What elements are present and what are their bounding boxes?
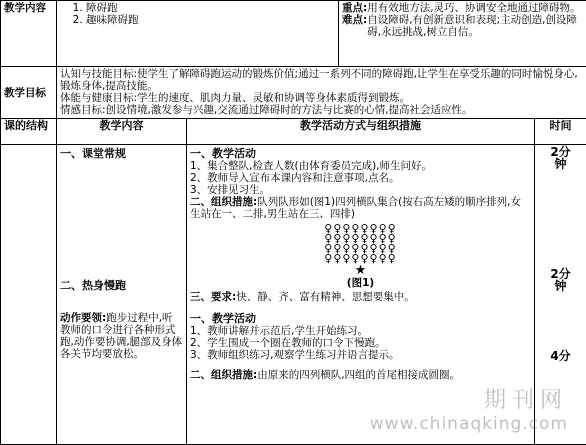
goals-label: 教学目标 — [4, 87, 46, 99]
warmup-requirements — [60, 312, 183, 360]
requirements-3 — [190, 291, 531, 303]
activity-item: 1、集合整队,检查人数(由体育委员完成),师生问好。 — [190, 160, 531, 172]
structure-cell — [1, 145, 57, 445]
formation-figure — [190, 224, 531, 289]
header-structure: 课的结构 — [1, 119, 57, 145]
organization-label: 二、组织措施: — [190, 196, 257, 208]
key-label: 重点: — [342, 2, 367, 14]
time-routine: 2分钟 — [538, 146, 583, 170]
difficulty-label: 难点: — [342, 14, 367, 38]
part-warmup: 二、热身慢跑 — [60, 280, 183, 292]
activity-item: 2、教师导入宣布本课内容和注意事项,点名。 — [190, 172, 531, 184]
organization-2-label: 二、组织措施: — [190, 369, 257, 381]
header-content: 教学内容 — [57, 119, 187, 145]
activity-title-2: 一、教学活动 — [190, 313, 531, 325]
goals-label-cell — [1, 67, 57, 119]
activity-item: 3、安排见习生。 — [190, 184, 531, 196]
figure-caption: (图1) — [190, 277, 531, 289]
key-points-cell — [339, 1, 586, 67]
content-items-list — [60, 2, 335, 26]
header-time: 时间 — [535, 119, 586, 145]
requirements-label: 动作要领: — [60, 312, 106, 324]
formation-row: ♀♀♀♀♀♀♀♀ — [190, 234, 531, 244]
goal-fitness: 体能与健康目标:学生的速度、肌肉力量、灵敏和协调等身体素质得到锻炼。 — [60, 92, 583, 104]
time-warmup: 2分钟 — [538, 268, 583, 292]
method-cell — [187, 145, 535, 445]
time-organization: 4分 — [538, 350, 583, 362]
body-row — [1, 145, 586, 445]
content-row — [1, 1, 586, 67]
requirements-3-text: 快、静、齐、富有精神、思想要集中。 — [236, 291, 415, 303]
goal-emotional: 情感目标:创设情境,激发参与兴趣,交流通过障碍时的方法与比赛的心情,提高社会适应性。 — [60, 104, 583, 116]
content-label: 教学内容 — [4, 2, 46, 14]
watermark-url: www.chinaqking.com — [370, 414, 568, 434]
activity-title-1: 一、教学活动 — [190, 148, 531, 160]
header-method: 教学活动方式与组织措施 — [187, 119, 535, 145]
activity-item: 2、学生围成一个圈在教师的口令下慢跑。 — [190, 337, 531, 349]
organization-1 — [190, 196, 531, 220]
difficulty-point — [342, 14, 583, 38]
activity-item: 1、教师讲解并示范后,学生开始练习。 — [190, 325, 531, 337]
content-items-cell — [57, 1, 339, 67]
key-point — [342, 2, 583, 14]
activity-item: 3、教师组织练习,观察学生练习并语言提示。 — [190, 349, 531, 361]
difficulty-text: 自设障碍,有创新意识和表现;主动创造,创设障碍,永远挑战,树立自信。 — [367, 14, 583, 38]
organization-2-text: 由原来的四列横队,四组的首尾相接成圆圈。 — [257, 369, 460, 381]
table-header-row — [1, 119, 586, 145]
goals-row — [1, 67, 586, 119]
watermark-text: 期刊网 — [370, 383, 568, 414]
goals-cell — [57, 67, 586, 119]
content-item: 2. 趣味障碍跑 — [86, 14, 335, 26]
part-routine: 一、课堂常规 — [60, 148, 183, 160]
content-item: 1. 障碍跑 — [86, 2, 335, 14]
goal-cognitive: 认知与技能目标:使学生了解障碍跑运动的锻炼价值;通过一系列不同的障碍跑,让学生在享受乐趣的同时愉悦身心,锻炼身体,提高技能。 — [60, 68, 583, 92]
formation-row: ♀♀♀♀♀♀♀♀ — [190, 254, 531, 264]
key-text: 用有效地方法,灵巧、协调安全地通过障碍物。 — [367, 2, 583, 14]
time-cell — [535, 145, 586, 445]
content-label-cell — [1, 1, 57, 67]
teaching-content-cell — [57, 145, 187, 445]
requirements-3-label: 三、要求: — [190, 291, 236, 303]
organization-2 — [190, 369, 531, 381]
formation-row: ♀♀♀♀♀♀♀♀ — [190, 224, 531, 234]
formation-row: ♀♀♀♀♀♀♀♀ — [190, 244, 531, 254]
requirements-text: 跑步过程中,听教师的口令进行各种形式跑,动作要协调,腿部及身体各关节均要放松。 — [60, 312, 182, 360]
organization-text: 队列队形如(图1)四列横队集合(按右高左矮的顺序排列,女生站在一、二排,男生站在三、四排) — [190, 196, 521, 220]
teacher-star-icon: ★ — [190, 264, 531, 277]
